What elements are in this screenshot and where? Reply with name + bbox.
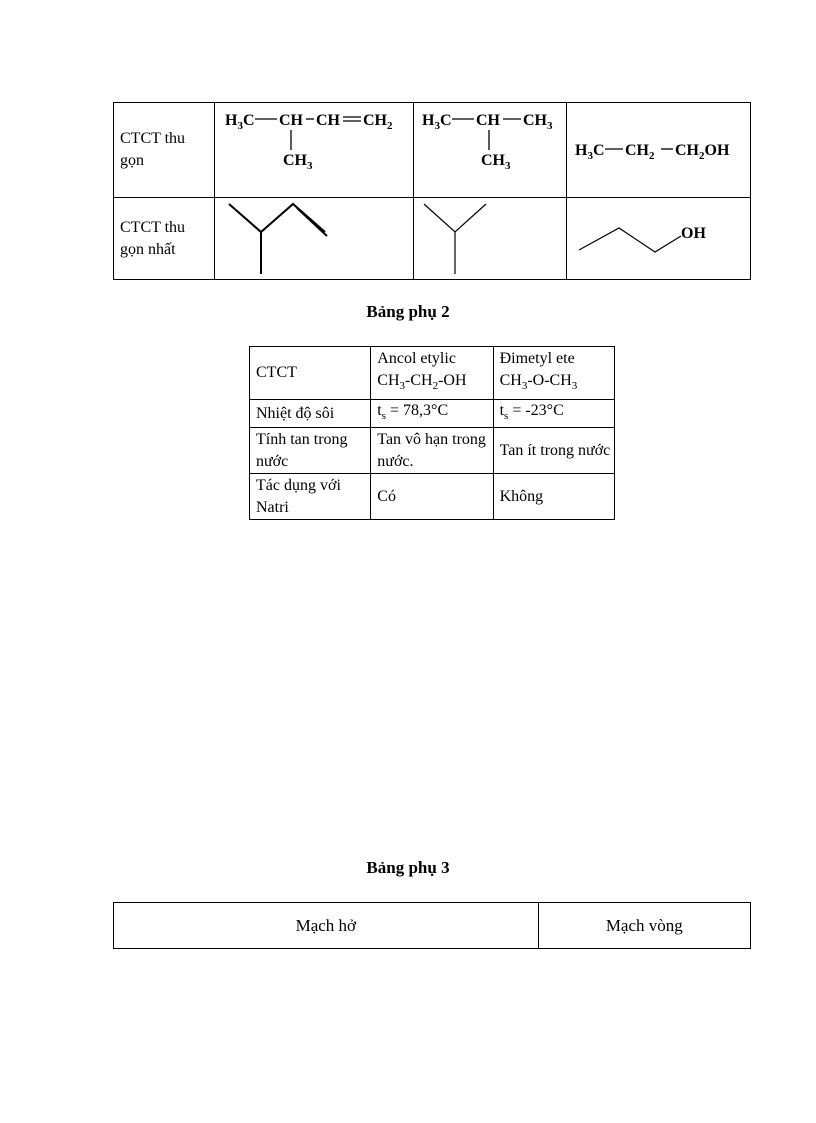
formula-b-drawing (414, 103, 566, 197)
svg-text:CH3: $CH_3$ (481, 152, 511, 172)
header-label: CTCT (256, 364, 297, 381)
bp-col2: $t_s = -23^\circ C$ (499, 402, 564, 423)
bp-col1-cell (371, 400, 493, 428)
bp-col1: $t_s = 78,3^\circ C$ (377, 402, 449, 423)
formula-cell-c (567, 103, 751, 198)
col2-name: Đimetyl ete (499, 350, 575, 368)
svg-text:CH3: $CH_3$ (283, 152, 313, 172)
na-col2-cell (493, 474, 614, 520)
sol-label: Tính tan trong nước (256, 430, 348, 470)
row-label-condensed (114, 103, 215, 198)
svg-text:H3C: $H_3C$ (575, 142, 605, 162)
formula-cell-b (414, 103, 567, 198)
svg-text:CH: CH (316, 112, 340, 129)
formula-a-drawing (215, 103, 413, 197)
svg-text:H3C: $H_3C$ (225, 112, 255, 132)
open-chain-cell (114, 903, 539, 949)
ring-chain-label: Mạch vòng (605, 915, 683, 935)
svg-text:CH: CH (279, 112, 303, 129)
row-label-skeletal (114, 198, 215, 280)
col2-formula: $CH_3-O-CH_3$ (499, 372, 578, 393)
sol-col1-cell (371, 428, 493, 474)
svg-text:CH3: $CH_3$ (523, 112, 553, 132)
skeletal-cell-a (215, 198, 414, 280)
table3-caption: Bảng phụ 3 (366, 858, 450, 877)
bp-col2-cell (493, 400, 614, 428)
skeletal-cell-b (414, 198, 567, 280)
formula-c-drawing (567, 103, 750, 197)
sol-col1: Tan vô hạn trong nước. (377, 430, 486, 470)
skeletal-a-drawing (215, 198, 413, 279)
na-col1-cell (371, 474, 493, 520)
ring-chain-cell (538, 903, 750, 949)
sol-col2: Tan ít trong nước (499, 441, 611, 459)
svg-text:CH: CH (476, 112, 500, 129)
svg-text:CH2: $CH_2$ (625, 142, 655, 162)
header-col1-cell (371, 347, 493, 400)
skeletal-b-drawing (414, 198, 566, 279)
chain-type-table (113, 902, 751, 949)
na-col2: Không (499, 487, 544, 505)
bp-label-cell (250, 400, 371, 428)
row-label-skeletal-text: CTCT thu gọn nhất (120, 218, 186, 258)
svg-text:H3C: $H_3C$ (422, 112, 452, 132)
bp-label: Nhiệt độ sôi (256, 404, 335, 422)
sol-label-cell (250, 428, 371, 474)
header-label-cell (250, 347, 371, 400)
comparison-table (249, 346, 615, 520)
sol-col2-cell (493, 428, 614, 474)
na-label: Tác dụng với Natri (256, 476, 341, 516)
structure-table (113, 102, 751, 280)
skeletal-cell-c (567, 198, 751, 280)
col1-formula: $CH_3-CH_2-OH$ (377, 372, 467, 393)
table2-caption: Bảng phụ 2 (366, 302, 450, 321)
svg-text:CH2: $CH_2$ (363, 112, 393, 132)
formula-cell-a (215, 103, 414, 198)
na-col1: Có (377, 487, 396, 505)
skeletal-c-oh-label: OH (681, 225, 706, 242)
header-col2-cell (493, 347, 614, 400)
skeletal-c-drawing (567, 198, 750, 279)
col1-name: Ancol etylic (377, 350, 456, 368)
na-label-cell (250, 474, 371, 520)
svg-text:CH2OH: $CH_2OH$ (675, 142, 730, 162)
open-chain-label: Mạch hở (295, 915, 357, 935)
row-label-condensed-text: CTCT thu gọn (120, 130, 186, 169)
